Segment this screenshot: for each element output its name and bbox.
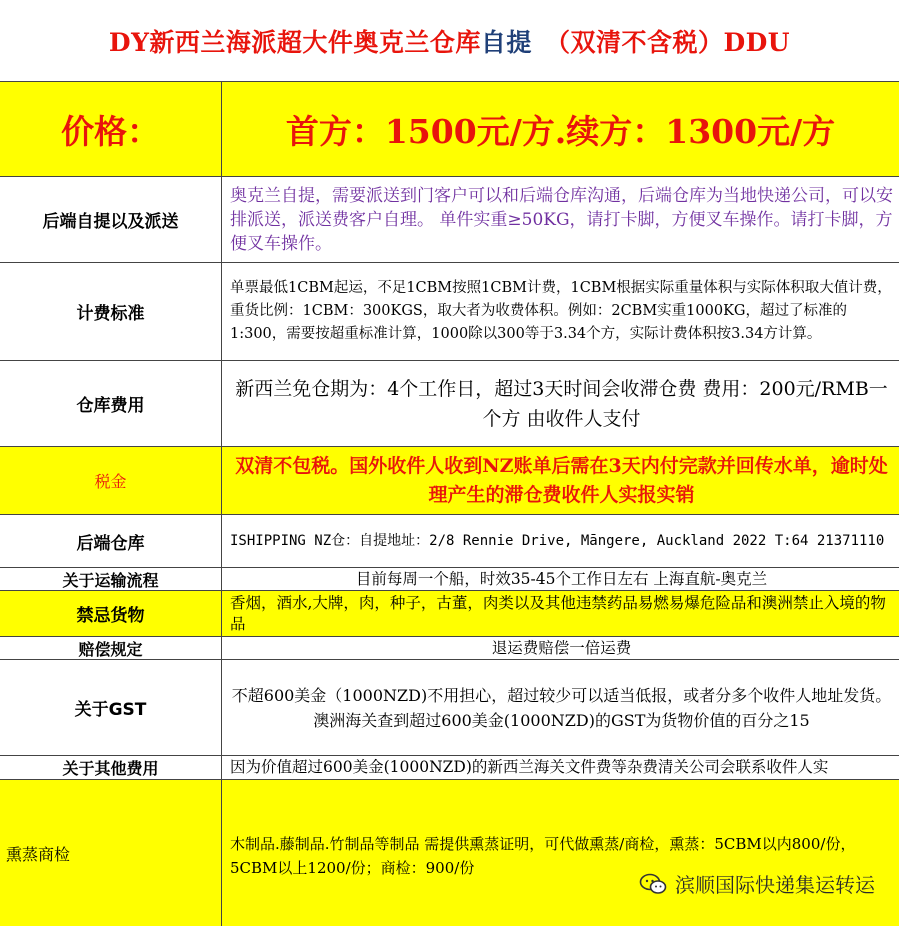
title-main: DY新西兰海派超大件奥克兰仓库 (108, 27, 481, 57)
row-value: 新西兰免仓期为：4个工作日，超过3天时间会收滞仓费 费用：200元/RMB一个方 由收件人支付 (235, 377, 888, 430)
row-value: 双清不包税。国外收件人收到NZ账单后需在3天内付完款并回传水单，逾时处理产生的滞仓费收件人实报实销 (235, 454, 888, 506)
price-row (0, 82, 899, 177)
row-value: 木制品.藤制品.竹制品等制品 需提供熏蒸证明，可代做熏蒸/商检，熏蒸：5CBM以内800/份，5CBM以上1200/份；商检：900/份 (230, 835, 856, 877)
row-other-fees (0, 756, 899, 780)
row-backend-warehouse (0, 515, 899, 568)
price-label: 价格： (0, 82, 222, 176)
price-value: 首方：1500元/方.续方：1300元/方 (285, 111, 836, 151)
row-value: ISHIPPING NZ仓：自提地址：2/8 Rennie Drive, Māngere, Auckland 2022 T:64 21371110 (230, 533, 885, 549)
row-label: 禁忌货物 (0, 591, 222, 636)
row-label: 仓库费用 (0, 361, 222, 446)
row-value: 目前每周一个船，时效35-45个工作日左右 上海直航-奥克兰 (355, 569, 768, 588)
page-title (0, 0, 899, 81)
watermark-text: 滨顺国际快递集运转运 (675, 873, 875, 897)
row-billing-standard (0, 263, 899, 361)
row-label: 后端自提以及派送 (0, 177, 222, 262)
row-value: 退运费赔偿一倍运费 (491, 638, 632, 657)
row-label: 关于其他费用 (0, 756, 222, 779)
row-compensation (0, 637, 899, 660)
row-value: 单票最低1CBM起运，不足1CBM按照1CBM计费，1CBM根据实际重量体积与实际体积取大值计费，重货比例：1CBM：300KGS，取大者为收费体积。例如：2CBM实重1000KG，超过了标准的1:300，需要按超重标准计算，1000除以300等于3.34个方，实际计费体积按3.34方计算。 (230, 280, 892, 342)
title-row (0, 0, 899, 82)
row-label: 税金 (0, 447, 222, 514)
row-prohibited-goods (0, 591, 899, 637)
row-label: 关于GST (0, 660, 222, 755)
row-warehouse-fee (0, 361, 899, 447)
row-value: 因为价值超过600美金(1000NZD)的新西兰海关文件费等杂费清关公司会联系收件人实 (230, 758, 829, 776)
wechat-icon (639, 873, 667, 895)
row-gst (0, 660, 899, 756)
row-value: 奥克兰自提，需要派送到门客户可以和后端仓库沟通，后端仓库为当地快递公司，可以安排派送，派送费客户自理。 单件实重≥50KG，请打卡脚，方便叉车操作。请打卡脚，方便叉车操作。 (230, 185, 893, 254)
title-highlight: 自提 (480, 27, 532, 57)
row-value: 不超600美金（1000NZD)不用担心，超过较少可以适当低报，或者分多个收件人地址发货。澳洲海关查到超过600美金(1000NZD)的GST为货物价值的百分之15 (231, 685, 892, 730)
row-pickup-delivery (0, 177, 899, 263)
row-label: 关于运输流程 (0, 568, 222, 590)
title-tail: （双清不含税）DDU (531, 27, 791, 57)
row-label: 后端仓库 (0, 515, 222, 567)
row-tax (0, 447, 899, 515)
row-label: 赔偿规定 (0, 637, 222, 659)
row-label: 熏蒸商检 (0, 780, 222, 926)
row-fumigation-inspection (0, 780, 899, 926)
watermark (639, 869, 875, 898)
row-label: 计费标准 (0, 263, 222, 360)
row-transport-process (0, 568, 899, 591)
row-value: 香烟，酒水,大牌，肉，种子，古董，肉类以及其他违禁药品易燃易爆危险品和澳洲禁止入境的物品 (230, 593, 886, 633)
